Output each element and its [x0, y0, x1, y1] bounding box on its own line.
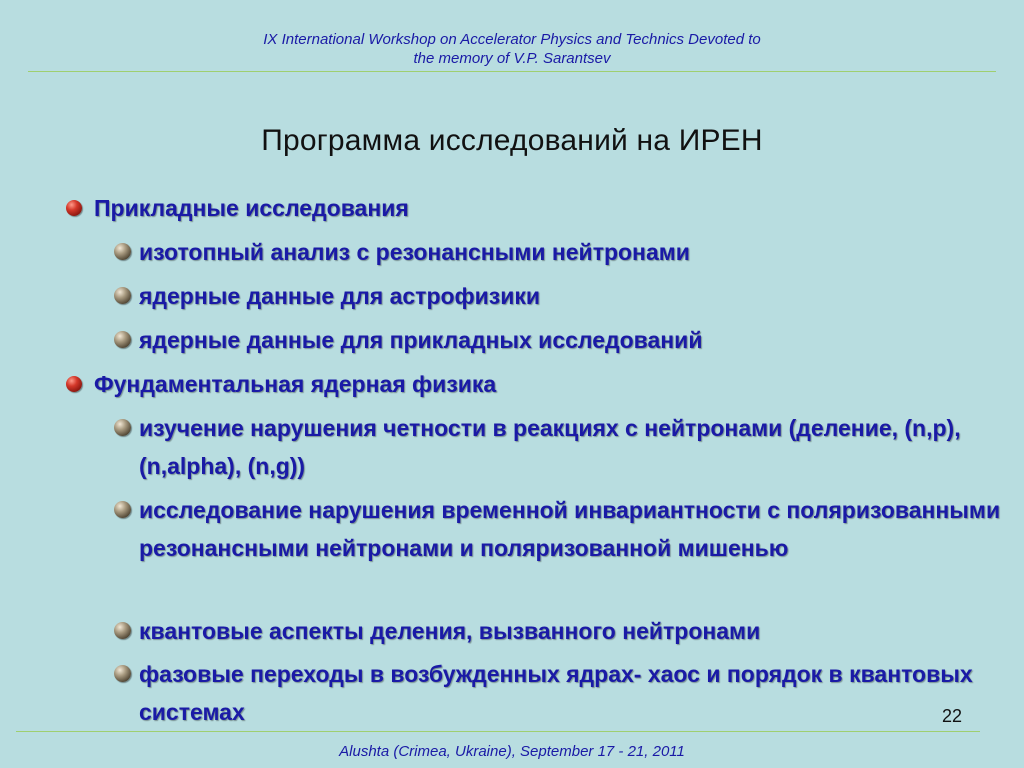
grey-sphere-bullet-icon	[114, 501, 131, 518]
grey-sphere-bullet-icon	[114, 419, 131, 436]
header-line-1: IX International Workshop on Accelerator Physics and Technics Devoted to	[263, 31, 761, 48]
grey-sphere-bullet-icon	[114, 665, 131, 682]
list-item-level-1: Фундаментальная ядерная физика	[94, 371, 497, 397]
header-line-2: the memory of V.P. Sarantsev	[413, 50, 611, 67]
list-item-level-1: Прикладные исследования	[94, 195, 409, 221]
bottom-divider	[16, 731, 980, 732]
red-sphere-bullet-icon	[66, 200, 82, 216]
grey-sphere-bullet-icon	[114, 331, 131, 348]
list-item-level-2: ядерные данные для прикладных исследований	[139, 327, 703, 353]
workshop-footer: Alushta (Crimea, Ukraine), September 17 - 21, 2011	[339, 743, 685, 760]
grey-sphere-bullet-icon	[114, 243, 131, 260]
grey-sphere-bullet-icon	[114, 287, 131, 304]
list-item-level-2: изотопный анализ с резонансными нейтронами	[139, 239, 690, 265]
list-item-level-2: изучение нарушения четности в реакциях с нейтронами (деление, (n,p), (n,alpha), (n,g))	[139, 415, 961, 479]
list-item-level-2: квантовые аспекты деления, вызванного нейтронами	[139, 618, 761, 644]
slide-title: Программа исследований на ИРЕН	[261, 124, 763, 157]
list-item-level-2: исследование нарушения временной инвариантности с поляризованными резонансными нейтронами и поляризованной мишенью	[139, 497, 1001, 561]
red-sphere-bullet-icon	[66, 376, 82, 392]
list-item-level-2: фазовые переходы в возбужденных ядрах- хаос и порядок в квантовых системах	[139, 661, 973, 725]
grey-sphere-bullet-icon	[114, 622, 131, 639]
list-item-level-2: ядерные данные для астрофизики	[139, 283, 541, 309]
page-number: 22	[941, 706, 962, 726]
